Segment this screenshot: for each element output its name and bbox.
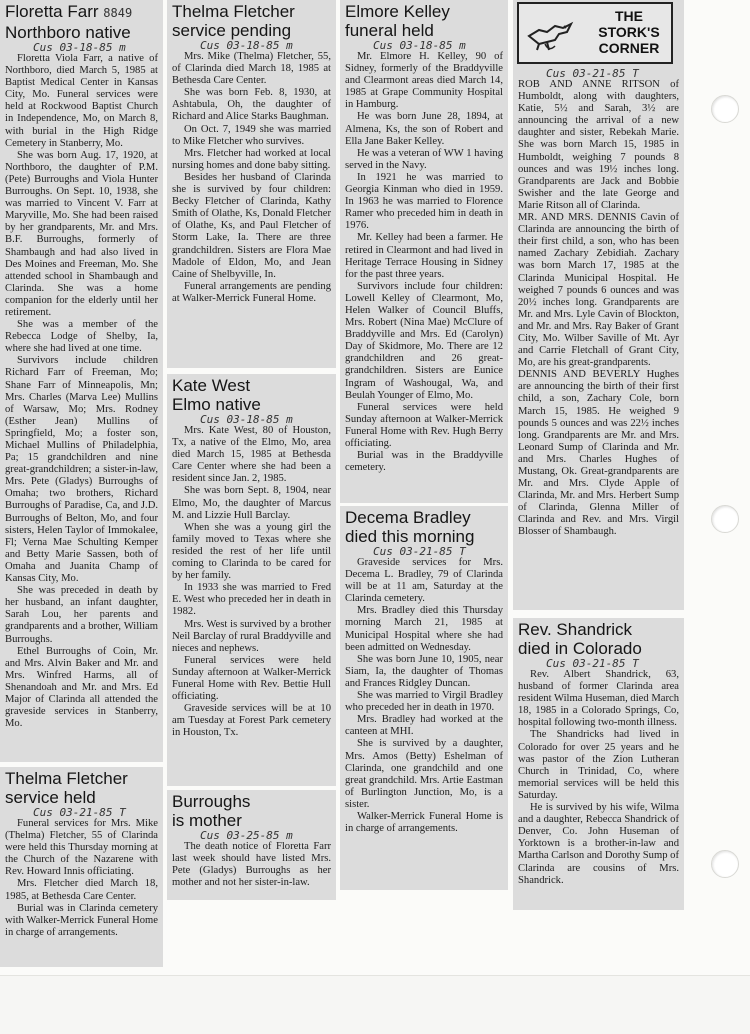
- clipping-heading: [5, 2, 158, 23]
- clipping-body: [5, 818, 158, 939]
- paragraph: He is survived by his wife, Wilma and a daughter, Rebecca Shandrick of Denver, Co. John Huseman of Yorktown is a brother-in-law and Martha Carlson and Dorothy Sump of Clarinda are cousins of Mrs. Shandrick.: [518, 802, 679, 886]
- clipping-heading: Burroughs: [172, 792, 251, 811]
- paragraph: Walker-Merrick Funeral Home is in charge of arrangements.: [345, 810, 503, 835]
- clipping-heading: Thelma Fletcher: [5, 769, 128, 788]
- paragraph: She was born Feb. 8, 1930, at Ashtabula, Oh, the daughter of Richard and Alice Starks Baughman.: [172, 87, 331, 123]
- paragraph: She was born Aug. 17, 1920, at Northboro, the daughter of P.M. (Pete) Burroughs and Viola Hunter Burroughs. On Sept. 10, 1938, she was married to Vincent V. Farr at Maryville, Mo. She had been raised by her grandparents, Mr. and Mrs. B.F. Burroughs, formerly of Shambaugh and had also lived in Des Moines and Freeman, Mo. She attended school in Shambaugh and Clarinda. She was a home companion for the elderly until her retirement.: [5, 149, 158, 318]
- handwritten-date-note: Cus 03-21-85 T: [546, 67, 639, 80]
- paragraph: In 1933 she was married to Fred E. West who preceded her in death in 1982.: [172, 582, 331, 618]
- binder-hole-top: [711, 95, 739, 123]
- paragraph: Floretta Viola Farr, a native of Northboro, died March 5, 1985 at Baptist Medical Center in Kansas City, Mo. Funeral services were held at Rockwood Baptist Church in Independence, Mo, on March 8, with burial in the High Ridge Cemetery in Stanberry, Mo.: [5, 53, 158, 149]
- paragraph: She was married to Virgil Bradley who preceded her in death in 1970.: [345, 690, 503, 714]
- handwritten-number: 8849: [103, 6, 133, 20]
- clipping-subheading: Elmo native: [172, 395, 261, 414]
- clipping-heading: Rev. Shandrick: [518, 620, 633, 639]
- paragraph: She was preceded in death by her husband, an infant daughter, Sarah Lou, her parents and grandparents and a brother, William Burroughs.: [5, 585, 158, 645]
- paragraph: Rev. Albert Shandrick, 63, husband of former Clarinda area resident Wilma Huseman, died March 18, 1985 in a Colorado Springs, Co, hospital following two-month illness.: [518, 669, 679, 729]
- paragraph: On Oct. 7, 1949 she was married to Mike Fletcher who survives.: [172, 123, 331, 147]
- paragraph: Ethel Burroughs of Coin, Mr. and Mrs. Alvin Baker and Mr. and Mrs. Winfred Harms, all of Shenandoah and Mr. and Mrs. Ed Major of Clarinda all attended the graveside services in Stanberry, Mo.: [5, 645, 158, 730]
- obituary-thelma-fletcher-pending: [167, 0, 336, 368]
- clipping-heading: Elmore Kelley: [345, 2, 450, 21]
- clipping-body: [345, 51, 503, 474]
- paragraph: She is survived by a daughter, Mrs. Amos (Betty) Eshelman of Clarinda, one grandchild and one great grandchild. Mrs. Artie Eastman of Burlington Junction, Mo, is a sister.: [345, 738, 503, 810]
- handwritten-date-note: Cus 03-21-85 T: [373, 545, 466, 558]
- paragraph: Mr. Elmore H. Kelley, 90 of Sidney, formerly of the Braddyville and Clearmont areas died March 14, 1985 at Grape Community Hospital in Hamburg.: [345, 51, 503, 111]
- stork-icon: [525, 14, 577, 54]
- paragraph: The death notice of Floretta Farr last week should have listed Mrs. Pete (Gladys) Burroughs as her mother and not her sister-in-law.: [172, 841, 331, 889]
- clipping-body: [172, 841, 331, 889]
- obituary-elmore-kelley: [340, 0, 508, 503]
- paragraph: Survivors include children Richard Farr of Freeman, Mo; Shane Farr of Minneapolis, Mn; Mrs. Charles (Marva Lee) Mullins of Warsaw, Mo; Mrs. Rodney (Esther Jean) Mullins of Springfield, Mo; a foster son, Michael Mullins of Philadelphia, Pa; 15 grandchildren and nine great-grandchildren; a sister-in-law, Mrs. Pete (Gladys) Burroughs of Omaha; two brothers, Richard Burroughs of Paradise, Ca, and J.D. Burroughs of Belton, Mo, and four sisters, Helen Taylor of Immokalee, Fl; Verna Mae Schulting Kemper and Betty Marie Sassen, both of Omaha and Juanita Champ of Kansas City, Mo.: [5, 355, 158, 585]
- clipping-body: [518, 669, 679, 887]
- birth-announcement: ROB AND ANNE RITSON of Humboldt, along with daughters, Katie, 5½ and Sarah, 3½ are announcing the arrival of a new daughter and sister, Rebekah Marie. She was born March 15, 1985 in Humboldt, weighing 7 pounds 8 ounces and was 19½ inches long. Grandparents are Jack and Bobbie Swisher and the late George and Marie Ritson all of Clarinda.: [518, 79, 679, 211]
- correction-burroughs-is-mother: [167, 790, 336, 900]
- paragraph: Mrs. Fletcher had worked at local nursing homes and done baby sitting.: [172, 147, 331, 171]
- handwritten-date-note: Cus 03-18-85 m: [200, 39, 293, 52]
- handwritten-date-note: Cus 03-21-85 T: [546, 657, 639, 670]
- paragraph: He was a veteran of WW 1 having served in the Navy.: [345, 147, 503, 171]
- paragraph: Graveside services will be at 10 am Tuesday at Forest Park cemetery in Houston, Tx.: [172, 703, 331, 739]
- paragraph: Survivors include four children: Lowell Kelley of Clearmont, Mo, Helen Walker of Council Bluffs, Mrs. Robert (Nina Mae) McClure of Braddyville and Mrs. Ed (Carolyn) Day of Skidmore, Mo. There are 12 grandchildren and 26 great-grandchildren. Sisters are Eunice Ingram of Washougal, Wa, and Beulah Younger of Elmo, Mo.: [345, 280, 503, 401]
- paragraph: Mrs. Kate West, 80 of Houston, Tx, a native of the Elmo, Mo, area died March 15, 1985 at Bethesda Care Center where she had been a resident since Jan. 2, 1985.: [172, 425, 331, 485]
- binder-hole-bottom: [711, 850, 739, 878]
- paragraph: Besides her husband of Clarinda she is survived by four children: Becky Fletcher of Clarinda, Kathy Smith of Olathe, Ks, Donald Fletcher of Olathe, Ks, and Paul Fletcher of Storm Lake, Ia. There are three grandchildren. Sisters are Flora Mae Madole of Eldon, Mo, and Jean Caine of Shelbyville, In.: [172, 171, 331, 280]
- handwritten-date-note: Cus 03-18-85 m: [200, 413, 293, 426]
- obituary-kate-west: [167, 374, 336, 786]
- birth-announcement: DENNIS AND BEVERLY Hughes are announcing the birth of their first child, a son, Zachary Cole, born March 15, 1985. He weighed 9 pounds 5 ounces and was 22½ inches long. Grandparents are Mr. and Mrs. Leonard Sump of Clarinda and Mr. and Mrs. Charles Hughes of Mustang, Ok. Great-grandparents are Mr. and Mrs. Clyde Apple of Clarinda, Mr. and Mrs. Herbert Sump of Clarinda, Glenna Miller of Clarinda and Rev. and Mrs. Virgil Blosser of Shambaugh.: [518, 369, 679, 538]
- handwritten-date-note: Cus 03-25-85 m: [200, 829, 293, 842]
- paragraph: Mr. Kelley had been a farmer. He retired in Clearmont and had lived in Heritage Terrace Housing in Sidney for the past three years.: [345, 232, 503, 280]
- clipping-subheading: died in Colorado: [518, 639, 642, 658]
- heading-text: Floretta Farr: [5, 2, 99, 21]
- obituary-rev-shandrick: [513, 618, 684, 910]
- paragraph: Burial was in the Braddyville cemetery.: [345, 450, 503, 474]
- obituary-decema-bradley: [340, 506, 508, 890]
- paragraph: She was born Sept. 8, 1904, near Elmo, Mo, the daughter of Marcus M. and Lizzie Hull Barclay.: [172, 485, 331, 521]
- clipping-subheading: died this morning: [345, 527, 475, 546]
- paragraph: Mrs. Mike (Thelma) Fletcher, 55, of Clarinda died March 18, 1985 at Bethesda Care Center.: [172, 51, 331, 87]
- clipping-subheading: Northboro native: [5, 23, 131, 42]
- storks-corner-masthead: [517, 2, 673, 64]
- paragraph: Mrs. Bradley had worked at the canteen at MHI.: [345, 714, 503, 738]
- paragraph: She was a member of the Rebecca Lodge of Shelby, Ia, where she had lived at one time.: [5, 319, 158, 355]
- title-line: STORK'S: [598, 24, 660, 40]
- clipping-body: [172, 425, 331, 739]
- storks-corner-title: [587, 8, 671, 56]
- page-bottom-margin: [0, 975, 750, 1034]
- storks-corner-birth-announcements: [513, 0, 684, 610]
- handwritten-date-note: Cus 03-18-85 m: [373, 39, 466, 52]
- paragraph: Funeral services for Mrs. Mike (Thelma) Fletcher, 55 of Clarinda were held this Thursday morning at the Church of the Nazarene with Rev. Howard Innis officiating.: [5, 818, 158, 878]
- binder-hole-middle: [711, 505, 739, 533]
- paragraph: When she was a young girl the family moved to Texas where she resided the rest of her life until coming to Clarinda to be cared for by her family.: [172, 521, 331, 582]
- title-line: CORNER: [598, 40, 660, 56]
- paragraph: Funeral arrangements are pending at Walker-Merrick Funeral Home.: [172, 280, 331, 304]
- clipping-body: [518, 79, 679, 539]
- paragraph: The Shandricks had lived in Colorado for over 25 years and he was pastor of the Zion Lutheran Church in Trinidad, Co, where memorial services will be held this Saturday.: [518, 729, 679, 801]
- handwritten-date-note: Cus 03-21-85 T: [33, 806, 126, 819]
- clipping-subheading: is mother: [172, 811, 242, 830]
- birth-announcement: MR. AND MRS. DENNIS Cavin of Clarinda are announcing the birth of their first child, a son, who has been named Zachary Zebidiah. Zachary was born March 17, 1985 at the Clarinda Municipal Hospital. He weighed 7 pounds 6 ounces and was 20½ inches long. Grandparents are Mr. and Mrs. Lyle Cavin of Blockton, and Mr. and Mrs. Ray Baker of Grant City, Mo. Wilber Saville of Mt. Ayr and Carrie Fletchall of Grant City, Mo, are his great-grandparents.: [518, 212, 679, 369]
- clipping-heading: Decema Bradley: [345, 508, 471, 527]
- clipping-subheading: service held: [5, 788, 96, 807]
- clipping-heading: Thelma Fletcher: [172, 2, 295, 21]
- paragraph: In 1921 he was married to Georgia Kinman who died in 1959. In 1963 he was married to Florence Ramer who preceded him in death in 1976.: [345, 171, 503, 232]
- clipping-subheading: service pending: [172, 21, 292, 40]
- paragraph: Funeral services were held Sunday afternoon at Walker-Merrick Funeral Home with Rev. Bettie Hull officiating.: [172, 654, 331, 703]
- clipping-body: [345, 557, 503, 835]
- clipping-subheading: funeral held: [345, 21, 434, 40]
- paragraph: Burial was in Clarinda cemetery with Walker-Merrick Funeral Home in charge of arrangements.: [5, 902, 158, 938]
- paragraph: Graveside services for Mrs. Decema L. Bradley, 79 of Clarinda will be at 11 am, Saturday at the Clarinda cemetery.: [345, 557, 503, 605]
- paragraph: Mrs. West is survived by a brother Neil Barclay of rural Braddyville and nieces and nephews.: [172, 618, 331, 654]
- clipping-heading: Kate West: [172, 376, 251, 395]
- paragraph: She was born June 10, 1905, near Siam, Ia, the daughter of Thomas and Frances Ridgley Duncan.: [345, 653, 503, 689]
- paragraph: Mrs. Fletcher died March 18, 1985, at Bethesda Care Center.: [5, 878, 158, 902]
- handwritten-date-note: Cus 03-18-85 m: [33, 41, 126, 54]
- obituary-thelma-fletcher-held: [0, 767, 163, 967]
- clipping-body: [5, 53, 158, 730]
- title-line: THE: [615, 8, 643, 24]
- obituary-floretta-farr: [0, 0, 163, 762]
- clipping-body: [172, 51, 331, 305]
- paragraph: Funeral services were held Sunday afternoon at Walker-Merrick Funeral Home with Rev. Hugh Berry officiating.: [345, 401, 503, 449]
- paragraph: He was born June 28, 1894, at Almena, Ks, the son of Robert and Ella Jane Baker Kelley.: [345, 111, 503, 147]
- paragraph: Mrs. Bradley died this Thursday morning March 21, 1985 at Municipal Hospital where she had been admitted on Wednesday.: [345, 605, 503, 653]
